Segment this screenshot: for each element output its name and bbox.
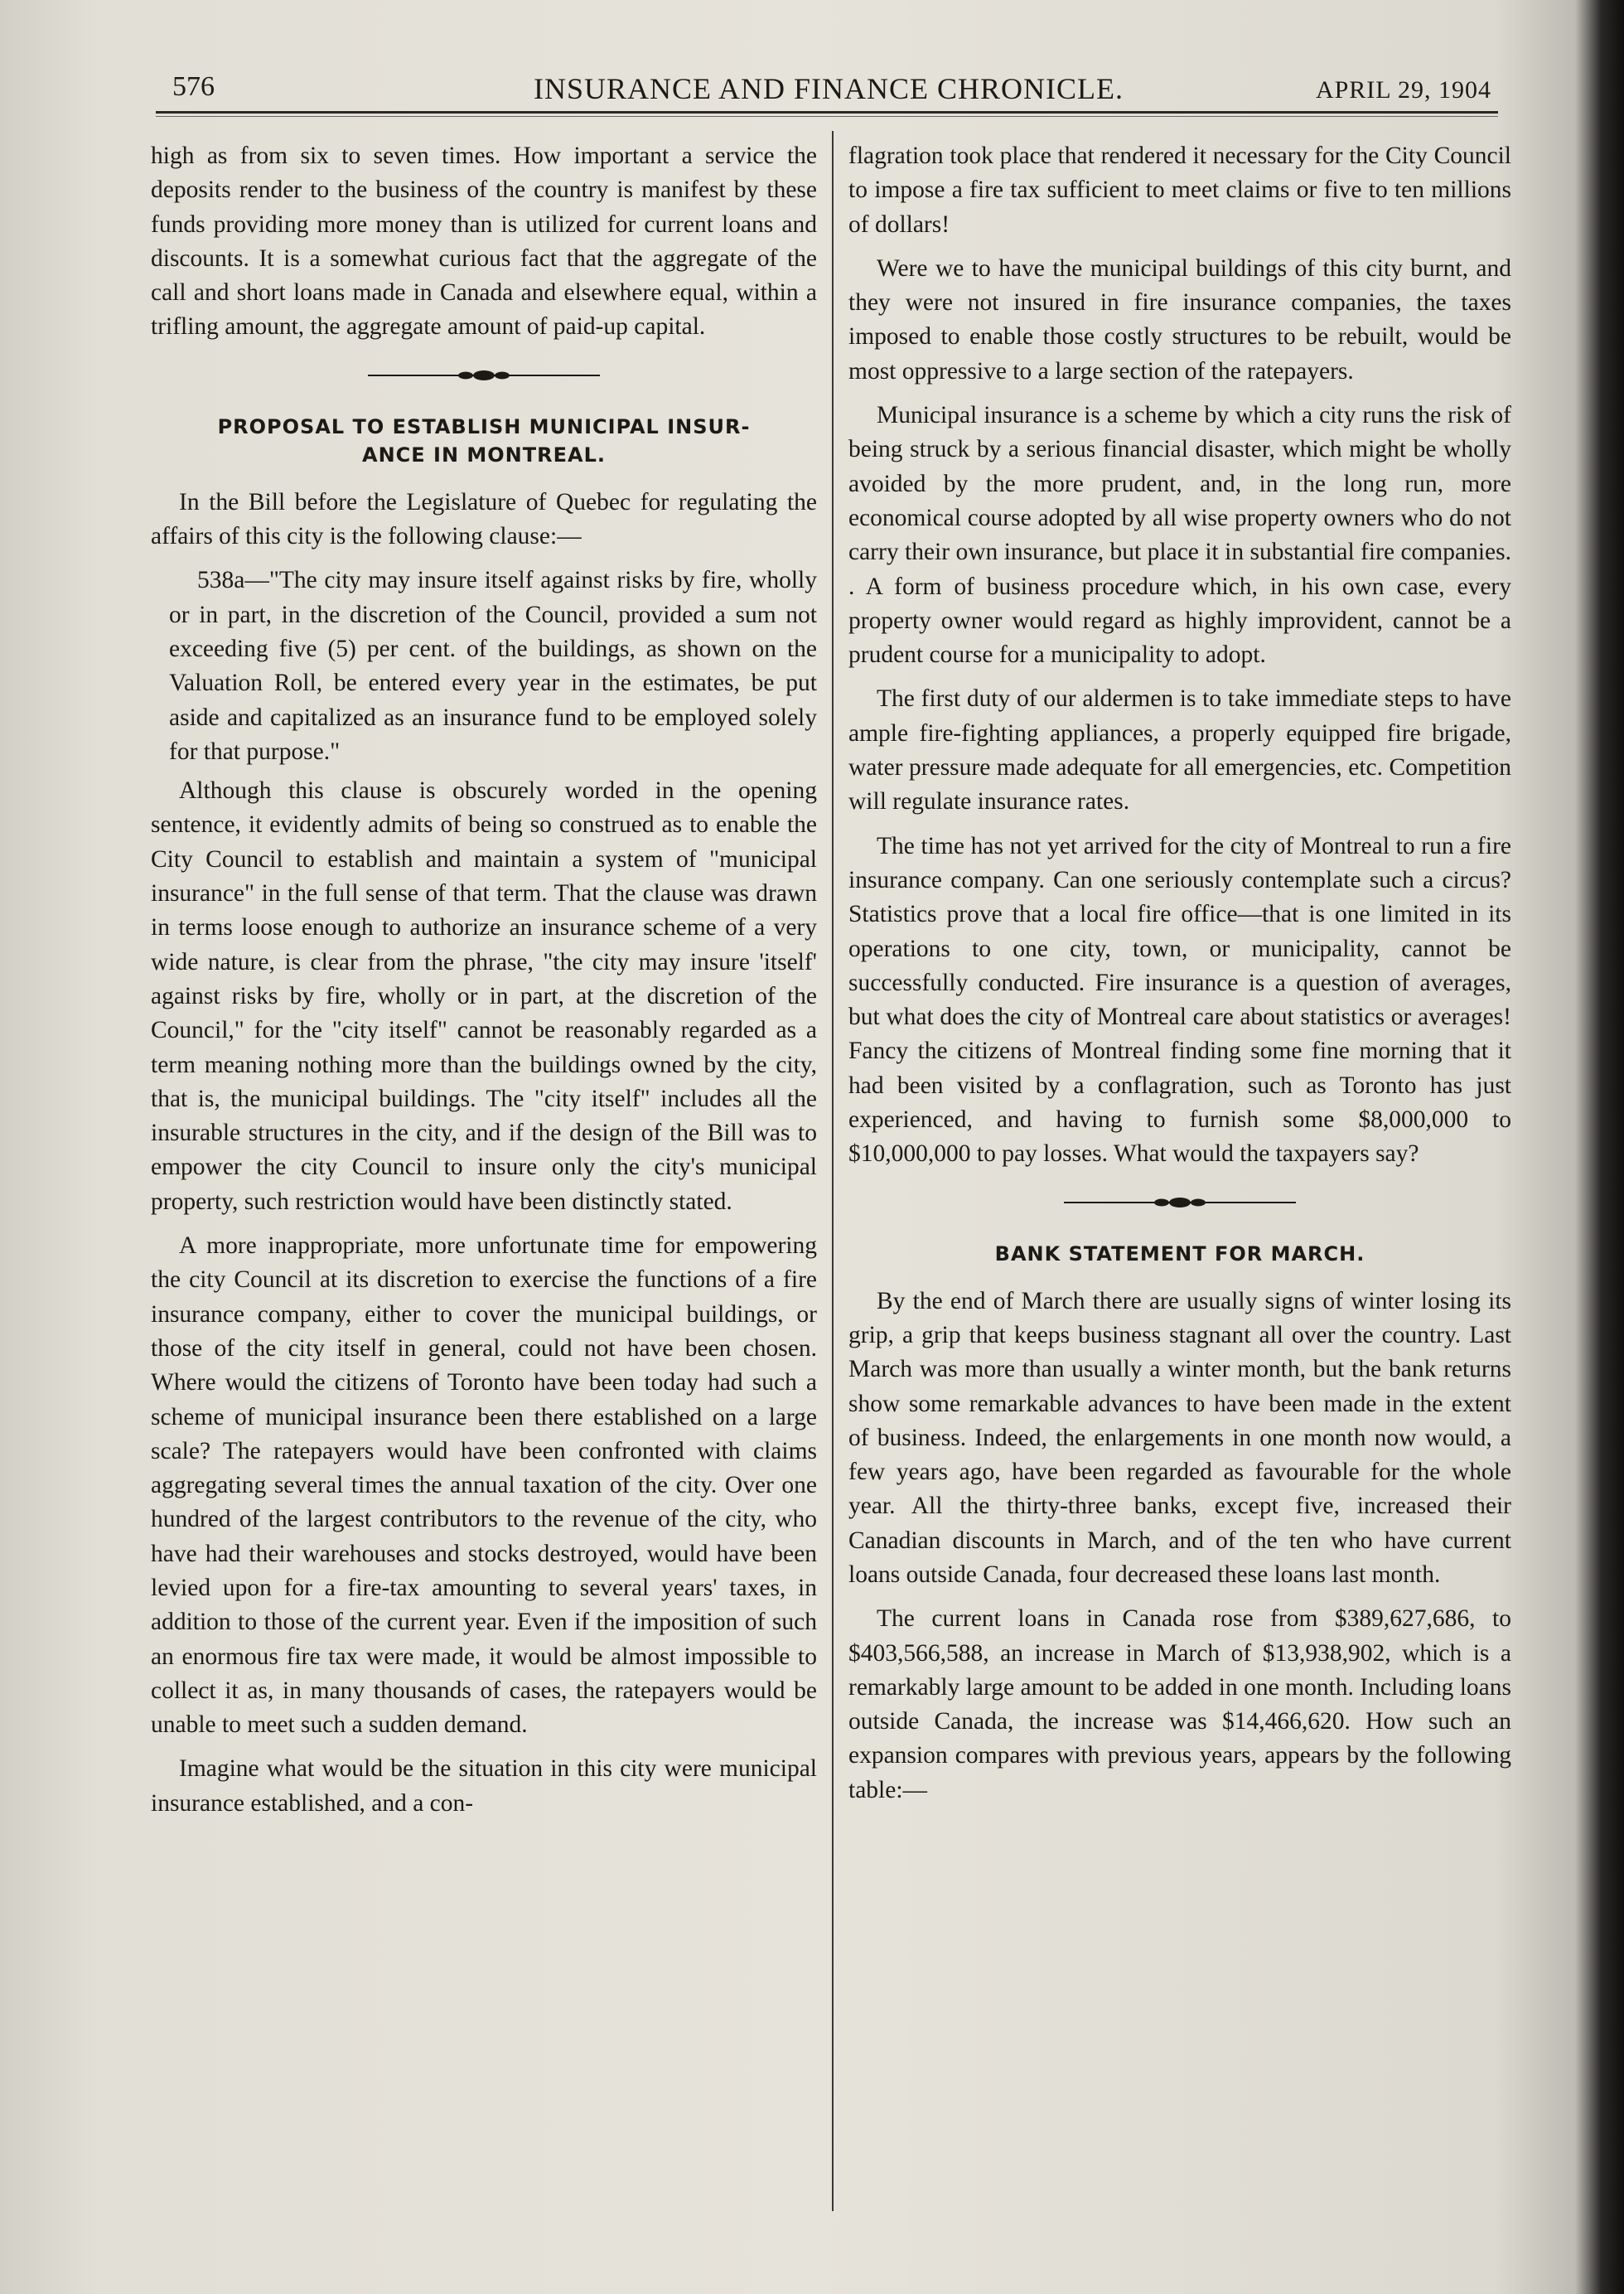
article-paragraph: The time has not yet arrived for the city of Montreal to run a fire insurance company. Can one seriously contemplate such a circus? Statistics prove that a local fire office—that is one limited in its operations to one city, town, or municipality, cannot be successfully conducted. Fire insurance is a question of averages, but what does the city of Montreal care about statistics or averages! Fancy the citizens of Montreal finding some fine morning that it had been visited by a conflagration, such as Toronto has just experienced, and having to furnish some $8,000,000 to $10,000,000 to pay losses. What would the taxpayers say?: [848, 832, 1511, 1168]
page-header: [166, 65, 1491, 114]
left-column: [151, 139, 817, 1831]
right-column: [848, 139, 1511, 1817]
article-paragraph: Were we to have the municipal buildings of this city burnt, and they were not insured in fire insurance companies, the taxes imposed to enable those costly structures to be rebuilt, would be most oppressive to a large section of the ratepayers.: [848, 254, 1511, 385]
article-heading-bank-statement: [848, 1240, 1511, 1268]
article-paragraph: A more inappropriate, more unfortunate time for empowering the city Council at its discretion to exercise the functions of a fire insurance company, either to cover the municipal buildings, or those of the city itself in general, could not have been chosen. Where would the citizens of Toronto have been today had such a scheme of municipal insurance been there established on a large scale? The ratepayers would have been confronted with claims aggregating several times the annual taxation of the city. Over one hundred of the largest contributors to the revenue of the city, who have had their warehouses and stocks destroyed, would have been levied upon for a fire-tax amounting to several years' taxes, in addition to those of the current year. Even if the imposition of such an enormous fire tax were made, it would be almost impossible to collect it as, in many thousands of cases, the ratepayers would be unable to meet such a sudden demand.: [151, 1232, 817, 1739]
quoted-clause-text: 538a—"The city may insure itself against risks by fire, wholly or in part, in the discretion of the Council, provided a sum not exceeding five (5) per cent. of the buildings, as shown on the Valuation Roll, be entered every year in the estimates, be put aside and capitalized as an insurance fund to be employed solely for that purpose.": [169, 567, 817, 765]
continued-paragraph: high as from six to seven times. How important a service the deposits render to the business of the country is manifest by these funds providing more money than is utilized for current loans and discounts. It is a somewhat curious fact that the aggregate of the call and short loans made in Canada and elsewhere equal, within a trifling amount, the aggregate amount of paid-up capital.: [151, 143, 817, 341]
article-paragraph: Although this clause is obscurely worded in the opening sentence, it evidently admits of being so construed as to enable the City Council to establish and maintain a system of "municipal insurance" in the full sense of that term. That the clause was drawn in terms loose enough to authorize an insurance scheme of a very wide nature, is clear from the phrase, "the city may insure 'itself' against risks by fire, wholly or in part, at the discretion of the Council," for the "city itself" cannot be reasonably regarded as a term meaning nothing more than the buildings owned by the city, that is, the municipal buildings. The "city itself" includes all the insurable structures in the city, and if the design of the Bill was to empower the city Council to insure only the city's municipal property, such restriction would have been distinctly stated.: [151, 777, 817, 1215]
header-rule-thin: [156, 116, 1498, 117]
running-title: INSURANCE AND FINANCE CHRONICLE.: [533, 72, 1124, 105]
page-number: 576: [172, 71, 215, 102]
article-paragraph: The current loans in Canada rose from $389,627,686, to $403,566,588, an increase in March of $13,938,902, which is a remarkably large amount to be added in one month. Including loans outside Canada, the increase was $14,466,620. How such an expansion compares with previous years, appears by the following table:—: [848, 1605, 1511, 1803]
quoted-clause: [151, 564, 817, 769]
issue-date: APRIL 29, 1904: [1315, 76, 1491, 104]
column-divider: [832, 131, 834, 2211]
article-heading-line: ANCE IN MONTREAL.: [362, 443, 606, 467]
article-heading-line: PROPOSAL TO ESTABLISH MUNICIPAL INSUR-: [217, 414, 751, 438]
article-paragraph: In the Bill before the Legislature of Quebec for regulating the affairs of this city is the following clause:—: [151, 488, 817, 550]
continued-paragraph: flagration took place that rendered it necessary for the City Council to impose a fire tax sufficient to meet claims or five to ten millions of dollars!: [848, 143, 1511, 238]
article-paragraph: The first duty of our aldermen is to take immediate steps to have ample fire-fighting appliances, a properly equipped fire brigade, water pressure made adequate for all emergencies, etc. Competition will regulate insurance rates.: [848, 685, 1511, 815]
article-paragraph: Municipal insurance is a scheme by which a city runs the risk of being struck by a serious financial disaster, which might be wholly avoided by the more prudent, and, in the long run, more economical course adopted by all wise property owners who do not carry their own insurance, but place it in substantial fire companies. . A form of business procedure which, in his own case, every property owner would regard as highly improvident, cannot be a prudent course for a municipality to adopt.: [848, 402, 1511, 669]
header-rule: [156, 111, 1498, 114]
article-heading-line: BANK STATEMENT FOR MARCH.: [994, 1241, 1365, 1266]
article-paragraph: By the end of March there are usually signs of winter losing its grip, a grip that keeps business stagnant all over the country. Last March was more than usually a winter month, but the bank returns show some remarkable advances to have been made in the extent of business. Indeed, the enlargements in one month now would, a few years ago, have been regarded as favourable for the whole year. All the thirty-three banks, except five, increased their Canadian discounts in March, and of the ten who have current loans outside Canada, four decreased these loans last month.: [848, 1287, 1511, 1588]
section-ornament: [368, 366, 600, 385]
article-paragraph: Imagine what would be the situation in this city were municipal insurance established, and a con-: [151, 1755, 817, 1817]
section-ornament: [1064, 1193, 1296, 1212]
article-heading-municipal-insurance: [151, 413, 817, 469]
